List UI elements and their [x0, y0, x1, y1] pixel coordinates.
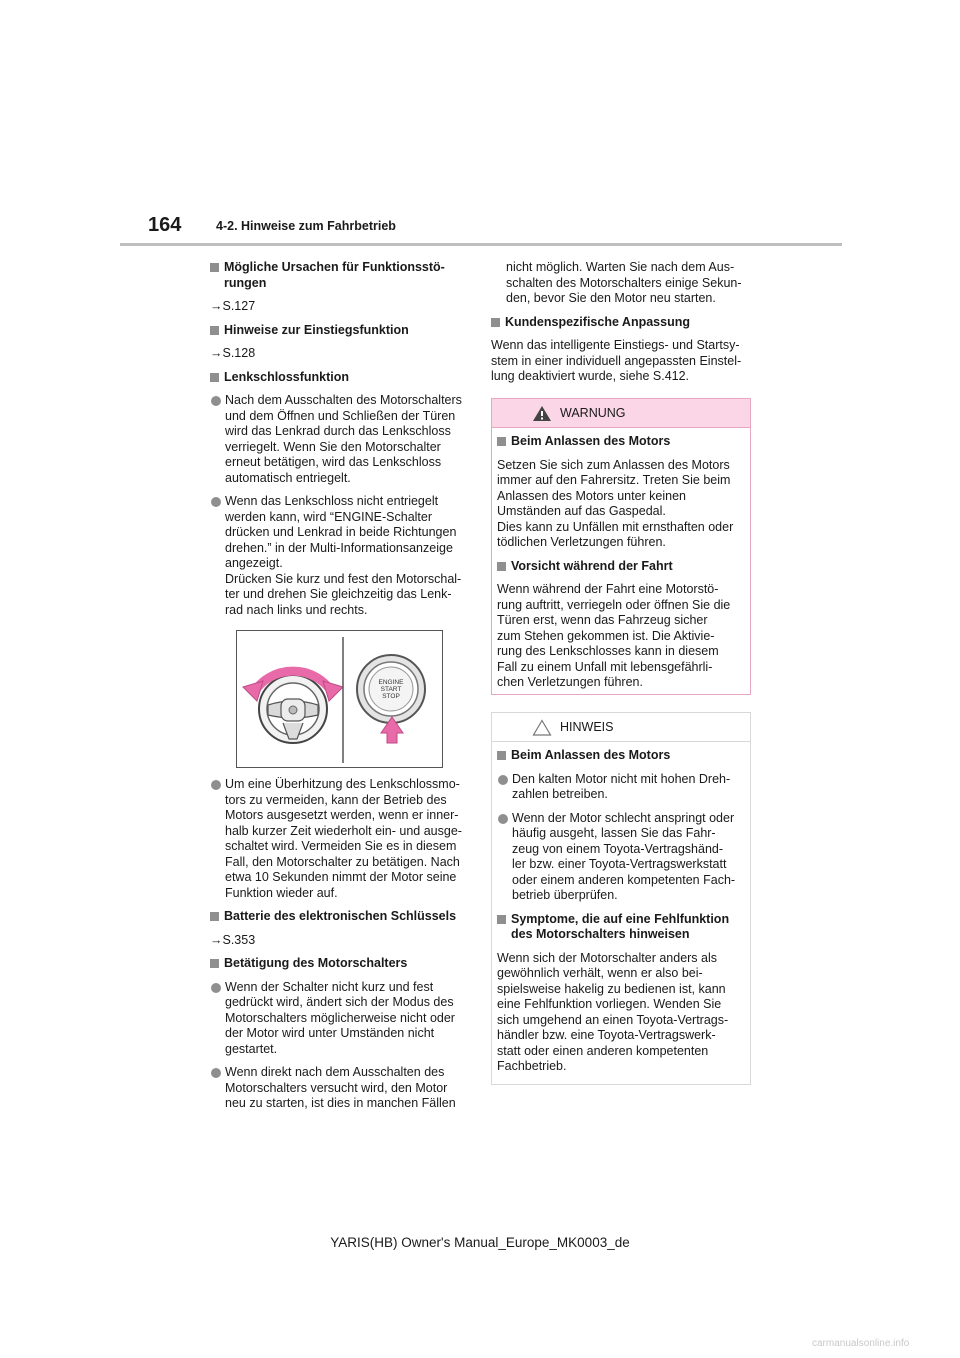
square-bullet-icon: [497, 437, 506, 446]
bullet-item: Wenn das Lenkschloss nicht entriegelt werden kann, wird “ENGINE-Schalter drücken und Lenkrad in beide Richtungen drehen.” in der Multi-Informationsanzeige angezeigt. Drücken Sie kurz und fest den Motorschal- ter und drehen Sie gleichzeitig das Lenk- rad nach links und rechts.: [210, 494, 468, 618]
section-title-key-battery: Batterie des elektronischen Schlüssels: [210, 909, 468, 925]
page-reference-353[interactable]: →S.353: [210, 932, 256, 947]
steering-wheel-engine-button-figure: [236, 630, 443, 768]
bullet-item: Wenn der Motor schlecht anspringt oder häufig ausgeht, lassen Sie das Fahr- zeug von einem Toyota-Vertragshänd- ler bzw. einer Toyota-Vertragswerkstatt oder einem anderen kompetenten Fach- betrieb überprüfen.: [497, 811, 745, 904]
page-reference-128[interactable]: →S.128: [210, 346, 256, 360]
header-rule: [120, 243, 842, 246]
square-bullet-icon: [210, 912, 219, 921]
warning-title: WARNUNG: [560, 406, 626, 420]
square-bullet-icon: [210, 326, 219, 335]
bullet-item: Wenn der Schalter nicht kurz und fest gedrückt wird, ändert sich der Modus des Motorschalters möglicherweise nicht oder der Motor wird unter Umständen nicht gestartet.: [210, 980, 468, 1058]
note-section-title: Symptome, die auf eine Fehlfunktion des Motorschalters hinweisen: [497, 912, 745, 943]
square-bullet-icon: [210, 373, 219, 382]
round-bullet-icon: [498, 775, 508, 785]
round-bullet-icon: [211, 396, 221, 406]
note-text: Wenn sich der Motorschalter anders als gewöhnlich verhält, wenn er also bei- spielsweise hakelig zu bedienen ist, kann eine Fehlfunktion vorliegen. Wenden Sie sich umgehend an einen Toyota-Vertrags- händler bzw. eine Toyota-Vertragswerk- statt oder einen anderen kompetenten Fachbetrieb.: [497, 950, 729, 1073]
round-bullet-icon: [211, 780, 221, 790]
note-title: HINWEIS: [560, 720, 614, 734]
section-title-causes: Mögliche Ursachen für Funktionsstö- rungen: [210, 260, 468, 291]
right-column: [491, 260, 751, 393]
square-bullet-icon: [497, 915, 506, 924]
round-bullet-icon: [211, 1068, 221, 1078]
bullet-item: Um eine Überhitzung des Lenkschlossmo- tors zu vermeiden, kann der Betrieb des Motors ausgesetzt werden, wenn er inner- halb kurzer Zeit wiederholt ein- und ausge- schaltet wird. Vermeiden Sie es in diesem Fall, den Motorschalter zu betätigen. Nach etwa 10 Sekunden nimmt der Motor seine Funktion wieder auf.: [210, 777, 468, 901]
figure-illustration: [237, 631, 442, 767]
warning-text: Wenn während der Fahrt eine Motorstö- rung auftritt, verriegeln oder öffnen Sie die Türen erst, wenn das Fahrzeug sicher zum Stehen gekommen ist. Die Aktivie- rung des Lenkschlosses kann in diesem Fall zu einem Unfall mit lebensgefährli- chen Verletzungen führen.: [497, 582, 731, 689]
square-bullet-icon: [497, 562, 506, 571]
warning-section-title: Beim Anlassen des Motors: [497, 434, 745, 450]
note-box: [491, 712, 751, 1085]
section-title-steering-lock: Lenkschlossfunktion: [210, 370, 468, 386]
warning-box: [491, 398, 751, 695]
watermark: carmanualsonline.info: [812, 1338, 910, 1349]
button-text-stop: STOP: [382, 693, 400, 700]
section-title-customization: Kundenspezifische Anpassung: [491, 315, 751, 331]
bullet-item: Nach dem Ausschalten des Motorschalters und dem Öffnen und Schließen der Türen wird das Lenkrad durch das Lenkschloss verriegelt. Wenn Sie den Motorschalter erneut betätigen, wird das Lenkschloss automatisch entriegelt.: [210, 393, 468, 486]
square-bullet-icon: [210, 263, 219, 272]
section-title-engine-switch-operation: Betätigung des Motorschalters: [210, 956, 468, 972]
square-bullet-icon: [210, 959, 219, 968]
customization-text: Wenn das intelligente Einstiegs- und Startsy- stem in einer individuell angepassten Einstel- lung deaktiviert wurde, siehe S.412.: [491, 338, 742, 383]
button-text-start: START: [380, 686, 402, 693]
button-text-engine: ENGINE: [378, 679, 404, 686]
warning-text: Setzen Sie sich zum Anlassen des Motors immer auf den Fahrersitz. Treten Sie beim Anlassen des Motors unter keinen Umständen auf das Gaspedal. Dies kann zu Unfällen mit ernsthaften oder tödlichen Verletzungen führen.: [497, 457, 734, 549]
continued-text: nicht möglich. Warten Sie nach dem Aus- schalten des Motorschalters einige Sekun- den, bevor Sie den Motor neu starten.: [506, 260, 742, 305]
engine-start-stop-button-icon: [357, 655, 425, 723]
warning-triangle-icon: [532, 405, 552, 422]
left-column: [210, 260, 468, 1120]
round-bullet-icon: [211, 983, 221, 993]
note-header: [492, 713, 750, 742]
footer-text: YARIS(HB) Owner's Manual_Europe_MK0003_de: [330, 1235, 630, 1250]
chapter-title: 4-2. Hinweise zum Fahrbetrieb: [216, 219, 396, 233]
page-reference-127[interactable]: →S.127: [210, 299, 256, 313]
note-section-title: Beim Anlassen des Motors: [497, 748, 745, 764]
bullet-item: Wenn direkt nach dem Ausschalten des Motorschalters versucht wird, den Motor neu zu starten, ist dies in manchen Fällen: [210, 1065, 468, 1112]
bullet-item: Den kalten Motor nicht mit hohen Dreh- zahlen betreiben.: [497, 772, 745, 803]
warning-header: [492, 399, 750, 428]
page-number: 164: [148, 214, 182, 236]
round-bullet-icon: [498, 814, 508, 824]
round-bullet-icon: [211, 497, 221, 507]
caution-triangle-icon: [532, 719, 552, 736]
square-bullet-icon: [491, 318, 500, 327]
square-bullet-icon: [497, 751, 506, 760]
section-title-entry-function: Hinweise zur Einstiegsfunktion: [210, 323, 468, 339]
steering-wheel-icon: [259, 675, 327, 743]
warning-section-title: Vorsicht während der Fahrt: [497, 559, 745, 575]
